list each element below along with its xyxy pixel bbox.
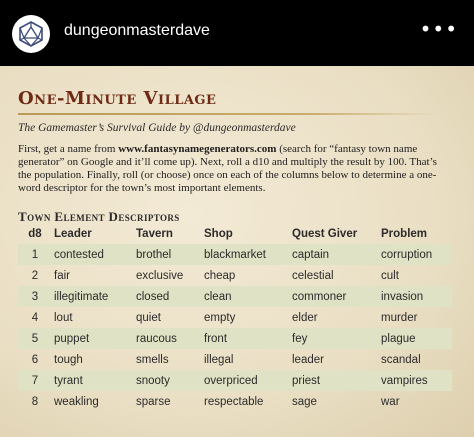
table-row [18, 244, 452, 265]
cell-leader: weakling [54, 395, 99, 408]
cell-shop: cheap [204, 269, 236, 282]
cell-quest-giver: celestial [292, 269, 334, 282]
page-subtitle: The Gamemaster’s Survival Guide by @dungeonmasterdave [18, 122, 296, 134]
table-row [18, 286, 452, 307]
cell-tavern: smells [136, 353, 169, 366]
cell-shop: overpriced [202, 370, 290, 391]
page-title: One-Minute Village [18, 88, 217, 109]
cell-d8: 2 [31, 269, 39, 282]
cell-tavern: raucous [134, 328, 202, 349]
cell-problem: cult [381, 269, 399, 282]
cell-tavern: sparse [136, 395, 171, 408]
cell-quest-giver: elder [292, 311, 318, 324]
cell-problem: plague [379, 328, 452, 349]
cell-leader: tough [54, 353, 83, 366]
cell-d8: 3 [18, 286, 52, 307]
cell-shop: illegal [204, 353, 234, 366]
column-header-leader: Leader [54, 228, 92, 240]
intro-link: www.fantasynamegenerators.com [118, 143, 277, 155]
table-row [18, 265, 452, 286]
cell-d8: 7 [18, 370, 52, 391]
cell-quest-giver: priest [290, 370, 379, 391]
table-row [18, 328, 452, 349]
table-row [18, 391, 452, 412]
cell-problem: invasion [379, 286, 452, 307]
column-header-problem: Problem [381, 228, 428, 240]
cell-quest-giver: fey [290, 328, 379, 349]
cell-tavern: brothel [134, 244, 202, 265]
intro-paragraph [18, 143, 448, 195]
cell-d8: 6 [31, 353, 39, 366]
cell-problem: corruption [379, 244, 452, 265]
cell-quest-giver: captain [290, 244, 379, 265]
post-header [0, 0, 474, 66]
cell-tavern: exclusive [136, 269, 184, 282]
table-row [18, 349, 452, 370]
cell-leader: puppet [52, 328, 134, 349]
more-options-icon[interactable]: ••• [419, 17, 458, 41]
cell-quest-giver: leader [292, 353, 324, 366]
column-header-tavern: Tavern [136, 228, 173, 240]
cell-shop: clean [202, 286, 290, 307]
cell-leader: tyrant [52, 370, 134, 391]
post-image [0, 66, 474, 437]
cell-leader: fair [54, 269, 70, 282]
cell-problem: vampires [379, 370, 452, 391]
cell-shop: respectable [204, 395, 264, 408]
cell-d8: 5 [18, 328, 52, 349]
cell-tavern: closed [134, 286, 202, 307]
cell-leader: lout [54, 311, 73, 324]
title-divider [18, 113, 438, 115]
table-row [18, 307, 452, 328]
cell-shop: empty [204, 311, 236, 324]
cell-shop: blackmarket [202, 244, 290, 265]
d20-icon [18, 21, 44, 47]
cell-d8: 1 [18, 244, 52, 265]
column-header-d8: d8 [28, 228, 42, 240]
column-header-shop: Shop [204, 228, 233, 240]
cell-d8: 4 [31, 311, 39, 324]
descriptor-table [18, 224, 452, 412]
cell-problem: murder [381, 311, 418, 324]
cell-quest-giver: commoner [290, 286, 379, 307]
intro-text-1: First, get a name from [18, 143, 119, 155]
cell-quest-giver: sage [292, 395, 317, 408]
cell-shop: front [202, 328, 290, 349]
cell-leader: illegitimate [52, 286, 134, 307]
section-title: Town Element Descriptors [18, 209, 180, 224]
cell-leader: contested [52, 244, 134, 265]
column-header-quest-giver: Quest Giver [292, 228, 358, 240]
avatar[interactable] [12, 15, 50, 53]
username-link[interactable]: dungeonmasterdave [64, 22, 210, 39]
cell-d8: 8 [31, 395, 39, 408]
cell-tavern: quiet [136, 311, 161, 324]
table-row [18, 370, 452, 391]
cell-tavern: snooty [134, 370, 202, 391]
cell-problem: scandal [381, 353, 421, 366]
intro-text-2: (search for “fantasy town name generator” on Google and it’ll come up). Next, roll a d10 and multiply the result by 100. That’s the population. Finally, roll (or choose) once on each of the columns below to determine a one-word descriptor for the town’s most important elements. [18, 143, 437, 194]
cell-problem: war [381, 395, 400, 408]
table-header-row [18, 224, 452, 244]
